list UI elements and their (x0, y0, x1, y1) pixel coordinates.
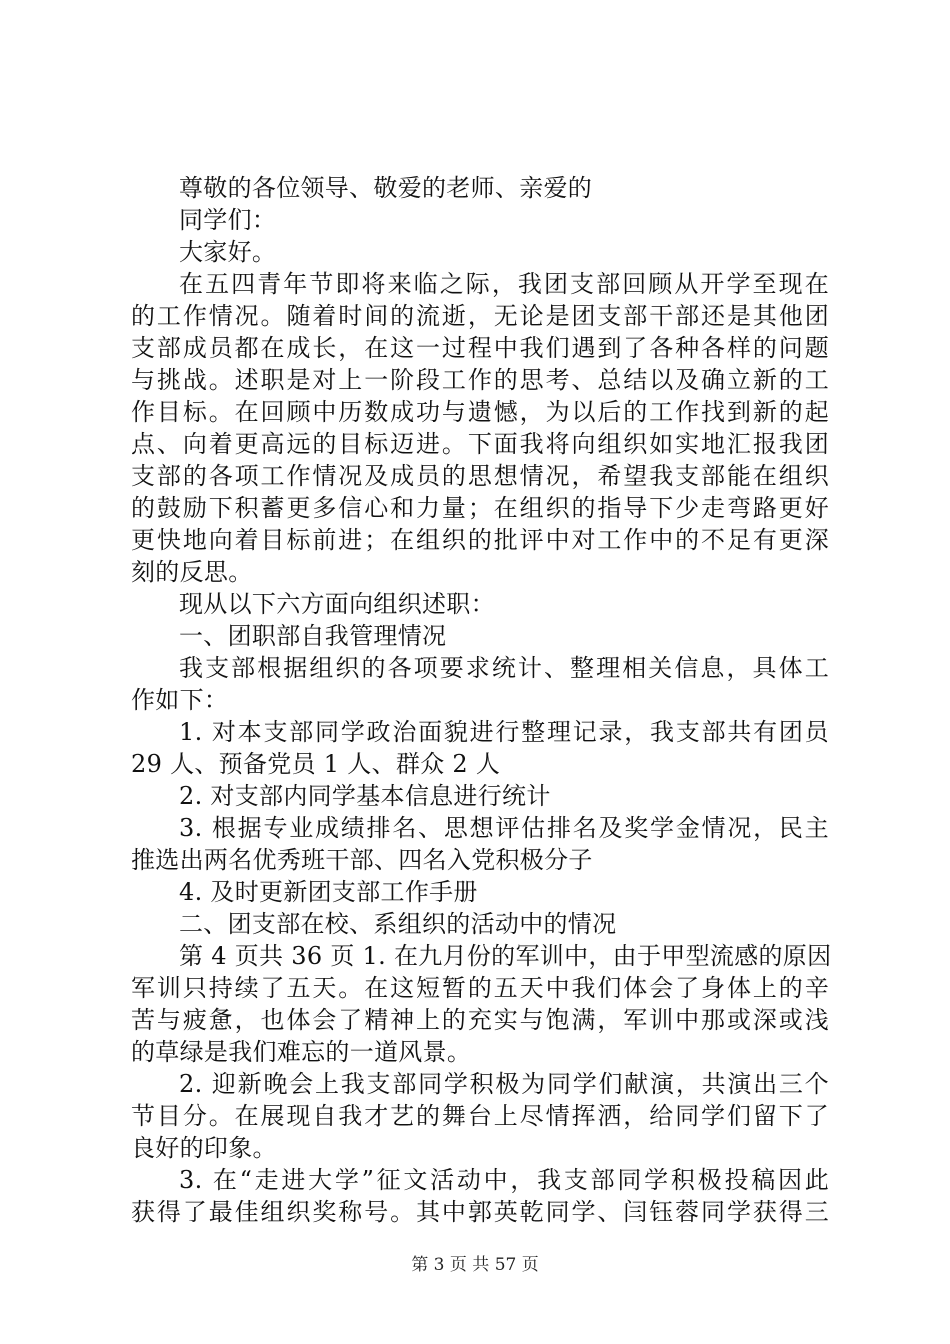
text-line: 一、团职部自我管理情况 (179, 622, 447, 650)
text-line: 的鼓励下积蓄更多信心和力量；在组织的指导下少走弯路更好 (131, 494, 829, 522)
text-line: 作如下： (131, 686, 229, 714)
text-line: 刻的反思。 (131, 558, 253, 586)
text-line: 29 人、预备党员 1 人、群众 2 人 (131, 750, 501, 778)
text-line: 良好的印象。 (131, 1134, 277, 1162)
text-line: 军训只持续了五天。在这短暂的五天中我们体会了身体上的辛 (131, 974, 829, 1002)
text-line: 二、团支部在校、系组织的活动中的情况 (179, 910, 617, 938)
page-footer: 第 3 页 共 57 页 (411, 1255, 539, 1275)
text-line: 大家好。 (179, 238, 277, 266)
text-line: 我支部根据组织的各项要求统计、整理相关信息，具体工 (179, 654, 829, 682)
text-line: 与挑战。述职是对上一阶段工作的思考、总结以及确立新的工 (131, 366, 829, 394)
text-line: 尊敬的各位领导、敬爱的老师、亲爱的 (179, 174, 593, 202)
text-line: 的草绿是我们难忘的一道风景。 (131, 1038, 472, 1066)
text-line: 1. 对本支部同学政治面貌进行整理记录，我支部共有团员 (179, 718, 829, 746)
document-body (131, 172, 832, 1228)
text-line: 苦与疲惫，也体会了精神上的充实与饱满，军训中那或深或浅 (131, 1006, 829, 1034)
text-line: 第 4 页共 36 页 1. 在九月份的军训中，由于甲型流感的原因 (179, 942, 832, 970)
text-line: 的工作情况。随着时间的流逝，无论是团支部干部还是其他团 (131, 302, 829, 330)
text-line: 推选出两名优秀班干部、四名入党积极分子 (131, 846, 593, 874)
text-line: 节目分。在展现自我才艺的舞台上尽情挥洒，给同学们留下了 (131, 1102, 829, 1130)
text-line: 作目标。在回顾中历数成功与遗憾，为以后的工作找到新的起 (131, 398, 829, 426)
text-line: 4. 及时更新团支部工作手册 (179, 878, 478, 906)
text-line: 点、向着更高远的目标迈进。下面我将向组织如实地汇报我团 (131, 430, 829, 458)
text-line: 支部的各项工作情况及成员的思想情况，希望我支部能在组织 (131, 462, 829, 490)
text-line: 3. 根据专业成绩排名、思想评估排名及奖学金情况，民主 (179, 814, 829, 842)
text-line: 同学们： (179, 206, 277, 234)
text-line: 现从以下六方面向组织述职： (179, 590, 495, 618)
text-line: 3. 在“走进大学”征文活动中，我支部同学积极投稿因此 (179, 1166, 829, 1194)
text-line: 在五四青年节即将来临之际，我团支部回顾从开学至现在 (179, 270, 829, 298)
text-line: 2. 迎新晚会上我支部同学积极为同学们献演，共演出三个 (179, 1070, 829, 1098)
text-line: 更快地向着目标前进；在组织的批评中对工作中的不足有更深 (131, 526, 829, 554)
text-line: 获得了最佳组织奖称号。其中郭英乾同学、闫钰蓉同学获得三 (131, 1198, 829, 1226)
text-line: 2. 对支部内同学基本信息进行统计 (179, 782, 551, 810)
text-line: 支部成员都在成长，在这一过程中我们遇到了各种各样的问题 (131, 334, 829, 362)
